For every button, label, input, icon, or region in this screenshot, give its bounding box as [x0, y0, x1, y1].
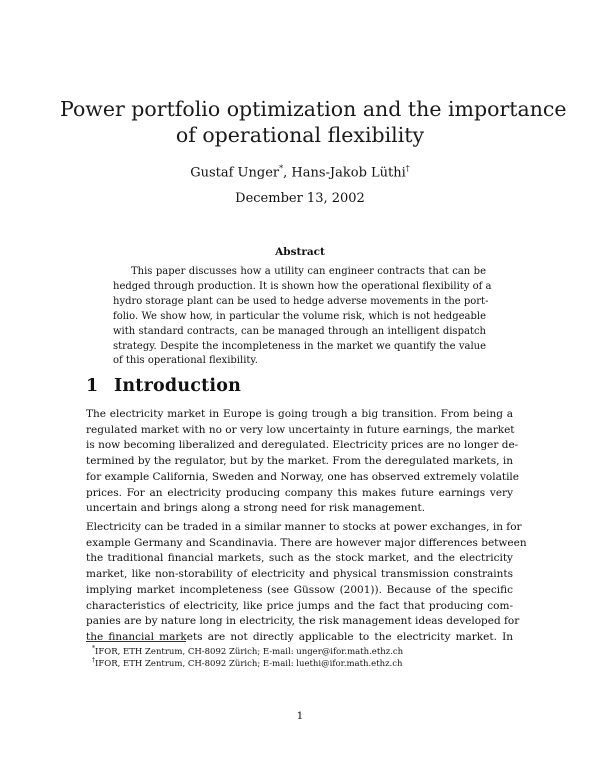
paragraph-line: the financial markets are not directly applicable to the electricity market. In [86, 630, 513, 643]
paragraph-line: is now becoming liberalized and deregulated. Electricity prices are no longer de- [86, 439, 519, 452]
footnote-text: IFOR, ETH Zentrum, CH-8092 Zürich; E-mail: unger@ifor.math.ethz.ch [95, 646, 404, 657]
paragraph-line: implying market incompleteness (see Güssow (2001)). Because of the specific [86, 583, 513, 596]
abstract-heading: Abstract [275, 246, 325, 258]
paragraph-line: for example California, Sweden and Norway, one has observed extremely volatile [86, 470, 520, 483]
abstract-line: strategy. Despite the incompleteness in the market we quantify the value [113, 340, 486, 352]
section-number: 1 [86, 376, 99, 396]
section-heading [86, 376, 241, 396]
abstract-line: hydro storage plant can be used to hedge adverse movements in the port- [113, 295, 489, 307]
footnote [92, 655, 403, 670]
title-line: of operational flexibility [175, 123, 425, 147]
abstract-line: of this operational flexibility. [113, 355, 258, 367]
footnote-mark[interactable]: * [279, 164, 284, 173]
paragraph-line: panies are by nature long in electricity, the risk management ideas developed for [86, 615, 520, 628]
section-title: Introduction [114, 376, 242, 396]
paragraph-line: market, like non-storability of electricity and physical transmission constraints [86, 568, 513, 581]
paper-title [60, 96, 567, 148]
abstract-body [113, 265, 492, 369]
paragraph-line: the traditional financial markets, such as the stock market, and the electricity [86, 552, 513, 565]
paragraph-line: The electricity market in Europe is going trough a big transition. From being a [86, 408, 513, 420]
paragraph-line: example Germany and Scandinavia. There are however major differences between [86, 536, 527, 549]
abstract-line: This paper discusses how a utility can engineer contracts that can be [131, 266, 486, 277]
footnote-mark: * [92, 645, 95, 652]
author-list [0, 161, 600, 181]
paragraph-line: Electricity can be traded in a similar manner to stocks at power exchanges, in for [86, 521, 522, 533]
abstract-line: with standard contracts, can be managed through an intelligent dispatch [113, 325, 486, 337]
author-name: Gustaf Unger [190, 165, 280, 181]
paragraph-line: uncertain and brings along a strong need for risk management. [86, 502, 426, 515]
paragraph-line: characteristics of electricity, like price jumps and the fact that producing com- [86, 599, 513, 612]
body-paragraph [86, 520, 527, 646]
paragraph-line: prices. For an electricity producing company this makes future earnings very [86, 486, 513, 499]
paper-date: December 13, 2002 [235, 191, 365, 206]
body-paragraph [86, 407, 520, 517]
author-separator: , [283, 165, 292, 181]
author-name: Hans-Jakob Lüthi [291, 165, 406, 181]
footnote-mark: † [92, 657, 95, 664]
footnote-rule [86, 641, 186, 642]
abstract-line: folio. We show how, in particular the volume risk, which is not hedgeable [113, 310, 486, 322]
footnote-text: IFOR, ETH Zentrum, CH-8092 Zürich; E-mail: luethi@ifor.math.ethz.ch [95, 658, 403, 669]
footnote-mark[interactable]: † [405, 164, 410, 173]
paragraph-line: termined by the regulator, but by the market. From the deregulated markets, in [86, 455, 513, 468]
title-line: Power portfolio optimization and the importance [60, 97, 567, 121]
abstract-line: hedged through production. It is shown how the operational flexibility of a [113, 280, 492, 292]
page-number: 1 [296, 710, 304, 722]
paragraph-line: regulated market with no or very low uncertainty in future earnings, the market [86, 423, 515, 436]
